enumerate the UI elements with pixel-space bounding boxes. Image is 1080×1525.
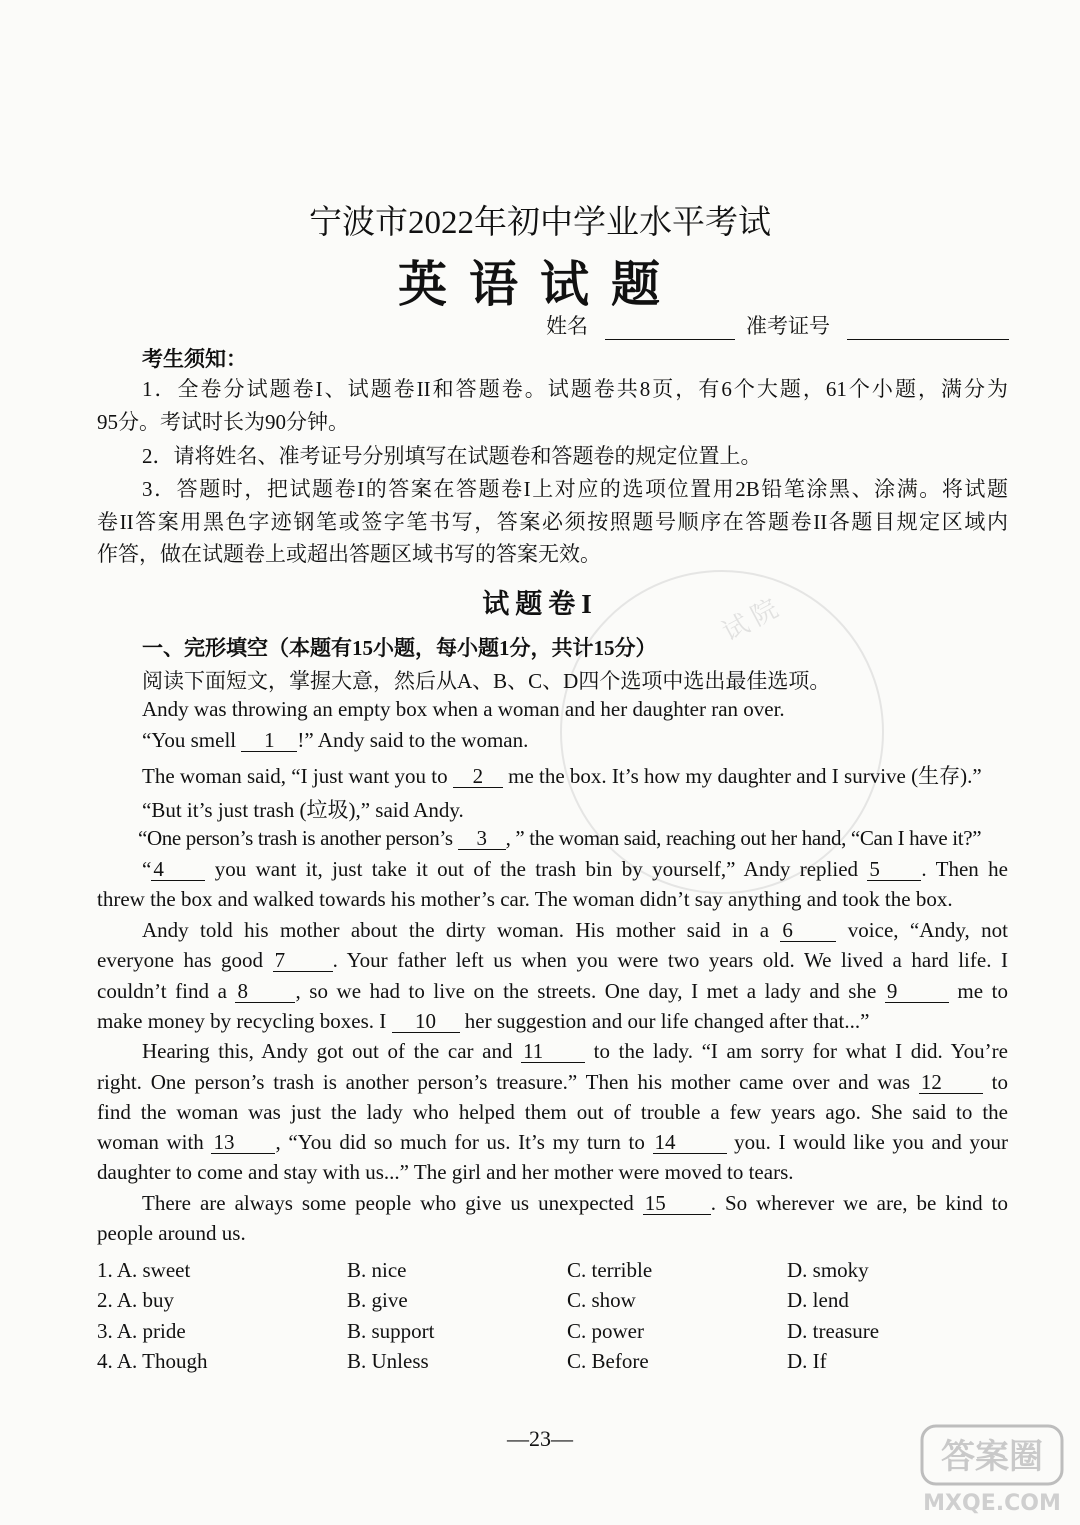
option-2c[interactable]: C. show (567, 1288, 636, 1312)
blank-9[interactable]: 9 (885, 980, 949, 1003)
exam-id-field[interactable] (746, 310, 1009, 340)
option-4a[interactable]: 4. A. Though (97, 1349, 208, 1373)
notice-item-3-line-1: 3．答题时，把试题卷I的答案在答题卷I上对应的选项位置用2B铅笔涂黑、涂满。将试题 (142, 477, 1008, 501)
passage-line: right. One person’s trash is another person’s treasure.” Then his mother came over and was 12 to (97, 1070, 1008, 1094)
exam-title: 宁波市2022年初中学业水平考试 (309, 205, 771, 241)
blank-7[interactable]: 7 (273, 949, 333, 972)
notice-item-1-line-2: 95分。考试时长为90分钟。 (97, 410, 349, 434)
blank-2[interactable]: 2 (453, 765, 503, 788)
passage-line: woman with 13 , “You did so much for us. It’s my turn to 14 you. I would like you and your (97, 1130, 1009, 1154)
option-4c[interactable]: C. Before (567, 1349, 649, 1373)
option-2b[interactable]: B. give (347, 1288, 408, 1312)
notice-item-3-line-3: 作答，做在试题卷上或超出答题区域书写的答案无效。 (97, 542, 601, 566)
name-label: 姓名 (546, 314, 588, 338)
blank-14[interactable]: 14 (653, 1131, 727, 1154)
subject-title: 英语试题 (397, 257, 682, 312)
blank-8[interactable]: 8 (235, 980, 295, 1003)
passage-line: people around us. (97, 1221, 246, 1245)
passage-line: couldn’t find a 8 , so we had to live on the streets. One day, I met a lady and she 9 me to (97, 979, 1008, 1003)
passage-line: Hearing this, Andy got out of the car and 11 to the lady. “I am sorry for what I did. You’re (142, 1039, 1008, 1063)
exam-id-label: 准考证号 (746, 314, 830, 338)
option-3a[interactable]: 3. A. pride (97, 1319, 186, 1343)
notice-item-3-line-2: 卷II答案用黑色字迹钢笔或签字笔书写，答案必须按照题号顺序在答题卷II各题目规定区域内 (97, 510, 1008, 534)
option-4d[interactable]: D. If (787, 1349, 827, 1373)
option-1b[interactable]: B. nice (347, 1258, 407, 1282)
notice-item-1-line-1: 1．全卷分试题卷I、试题卷II和答题卷。试题卷共8页，有6个大题，61个小题，满分为 (142, 377, 1008, 401)
exam-id-blank-line[interactable] (847, 317, 1009, 340)
notice-heading: 考生须知： (142, 347, 247, 371)
option-2d[interactable]: D. lend (787, 1288, 849, 1312)
watermark-stamp-text: 试 院 (717, 593, 783, 647)
blank-11[interactable]: 11 (521, 1040, 585, 1063)
passage-line: find the woman was just the lady who helped them out of trouble a few years ago. She said to the (97, 1100, 1008, 1124)
passage-line: “But it’s just trash (垃圾),” said Andy. (142, 798, 464, 822)
instruction: 阅读下面短文，掌握大意，然后从A、B、C、D四个选项中选出最佳选项。 (142, 669, 831, 693)
option-1d[interactable]: D. smoky (787, 1258, 869, 1282)
blank-3[interactable]: 3 (458, 827, 506, 850)
passage-line: everyone has good 7 . Your father left us when you were two years old. We lived a hard life. I (97, 948, 1008, 972)
site-logo-text: 答案圈 (941, 1437, 1043, 1477)
passage-line: threw the box and walked towards his mother’s car. The woman didn’t say anything and took the box. (97, 887, 953, 911)
passage-line: make money by recycling boxes. I 10 her suggestion and our life changed after that...” (97, 1009, 870, 1033)
site-logo (912, 1420, 1072, 1520)
passage-line: Andy was throwing an empty box when a woman and her daughter ran over. (142, 697, 785, 721)
blank-5[interactable]: 5 (867, 858, 921, 881)
notice-item-2: 2．请将姓名、准考证号分别填写在试题卷和答题卷的规定位置上。 (142, 444, 762, 468)
passage-line: “4 you want it, just take it out of the trash bin by yourself,” Andy replied 5 . Then he (142, 857, 1008, 881)
section-title: 试题卷I (482, 589, 598, 619)
option-3d[interactable]: D. treasure (787, 1319, 880, 1343)
blank-15[interactable]: 15 (643, 1192, 711, 1215)
blank-13[interactable]: 13 (211, 1131, 275, 1154)
option-1a[interactable]: 1. A. sweet (97, 1258, 191, 1282)
blank-4[interactable]: 4 (151, 858, 205, 881)
blank-12[interactable]: 12 (919, 1071, 983, 1094)
passage-line: “You smell 1 !” Andy said to the woman. (142, 728, 529, 752)
blank-10[interactable]: 10 (392, 1010, 460, 1033)
part-heading: 一、完形填空（本题有15小题，每小题1分，共计15分） (142, 636, 657, 660)
option-2a[interactable]: 2. A. buy (97, 1288, 175, 1312)
option-4b[interactable]: B. Unless (347, 1349, 429, 1373)
name-blank-line[interactable] (605, 317, 735, 340)
passage-line: There are always some people who give us unexpected 15 . So wherever we are, be kind to (142, 1191, 1009, 1215)
option-3c[interactable]: C. power (567, 1319, 644, 1343)
page-number: —23— (507, 1426, 573, 1451)
passage-line: The woman said, “I just want you to 2 me the box. It’s how my daughter and I survive (生存).” (142, 764, 982, 788)
blank-1[interactable]: 1 (241, 729, 297, 752)
passage-line: Andy told his mother about the dirty woman. His mother said in a 6 voice, “Andy, not (142, 918, 1008, 942)
passage-line: daughter to come and stay with us...” The girl and her mother were moved to tears. (97, 1160, 794, 1184)
blank-6[interactable]: 6 (780, 919, 836, 942)
option-1c[interactable]: C. terrible (567, 1258, 653, 1282)
option-3b[interactable]: B. support (347, 1319, 435, 1343)
passage-line: “One person’s trash is another person’s 3 , ” the woman said, reaching out her hand, “Can I have it?” (138, 826, 982, 850)
name-field[interactable] (546, 310, 735, 340)
site-url-text: MXQE.COM (923, 1491, 1061, 1516)
